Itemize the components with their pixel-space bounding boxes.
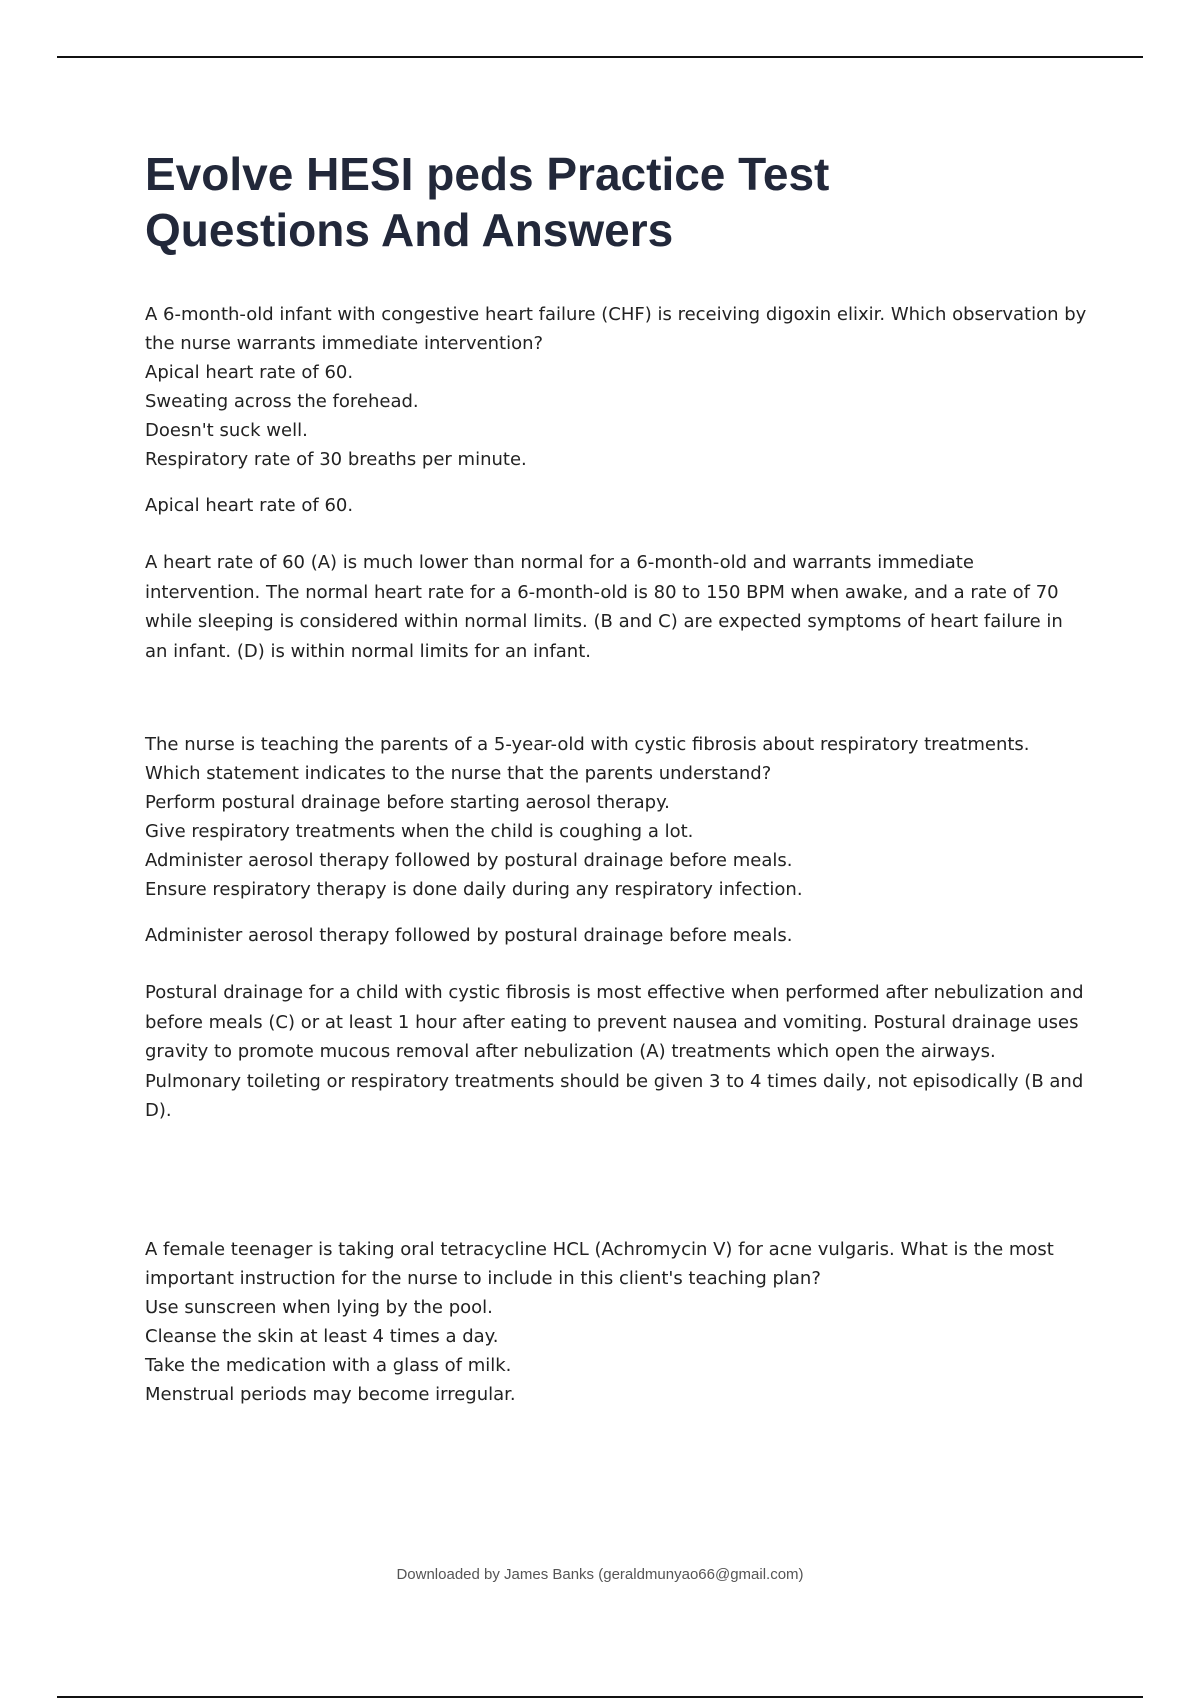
top-rule xyxy=(57,56,1143,58)
question-stem: A female teenager is taking oral tetracycline HCL (Achromycin V) for acne vulgaris. What is the most important instruction for the nurse to include in this client's teaching plan? xyxy=(145,1239,1054,1289)
rationale: A heart rate of 60 (A) is much lower than normal for a 6-month-old and warrants immediate intervention. The normal heart rate for a 6-month-old is 80 to 150 BPM when awake, and a rate of 70 while sleeping is considered within normal limits. (B and C) are expected symptoms of heart failure in an infant. (D) is within normal limits for an infant. xyxy=(145,552,1063,662)
option-a: Perform postural drainage before starting aerosol therapy. xyxy=(145,792,670,813)
rationale: Postural drainage for a child with cystic fibrosis is most effective when performed after nebulization and before meals (C) or at least 1 hour after eating to prevent nausea and vomiting. Postural drainage uses gravity to promote mucous removal after nebulization (A) treatments which open the airways. Pulmonary toileting or respiratory treatments should be given 3 to 4 times daily, not episodically (B and D). xyxy=(145,982,1084,1121)
question-block-2 xyxy=(145,730,1090,1126)
option-d: Respiratory rate of 30 breaths per minute. xyxy=(145,449,527,470)
correct-answer: Administer aerosol therapy followed by postural drainage before meals. xyxy=(145,925,793,946)
option-c: Take the medication with a glass of milk. xyxy=(145,1355,512,1376)
title-line-1: Evolve HESI peds Practice Test xyxy=(145,148,830,200)
bottom-rule xyxy=(57,1696,1143,1698)
option-a: Apical heart rate of 60. xyxy=(145,362,354,383)
question-stem: The nurse is teaching the parents of a 5-year-old with cystic fibrosis about respiratory treatments. Which statement indicates to the nurse that the parents understand? xyxy=(145,734,1030,784)
option-a: Use sunscreen when lying by the pool. xyxy=(145,1297,493,1318)
option-d: Ensure respiratory therapy is done daily during any respiratory infection. xyxy=(145,879,803,900)
question-block-1 xyxy=(145,300,1090,666)
option-c: Administer aerosol therapy followed by postural drainage before meals. xyxy=(145,850,793,871)
option-b: Cleanse the skin at least 4 times a day. xyxy=(145,1326,499,1347)
question-block-3 xyxy=(145,1235,1090,1409)
option-d: Menstrual periods may become irregular. xyxy=(145,1384,516,1405)
title-line-2: Questions And Answers xyxy=(145,204,674,256)
download-footer: Downloaded by James Banks (geraldmunyao66@gmail.com) xyxy=(396,1566,804,1583)
option-c: Doesn't suck well. xyxy=(145,420,308,441)
option-b: Sweating across the forehead. xyxy=(145,391,419,412)
option-b: Give respiratory treatments when the child is coughing a lot. xyxy=(145,821,694,842)
page-title xyxy=(145,146,1105,258)
correct-answer: Apical heart rate of 60. xyxy=(145,495,354,516)
question-stem: A 6-month-old infant with congestive heart failure (CHF) is receiving digoxin elixir. Which observation by the nurse warrants immediate intervention? xyxy=(145,304,1087,354)
